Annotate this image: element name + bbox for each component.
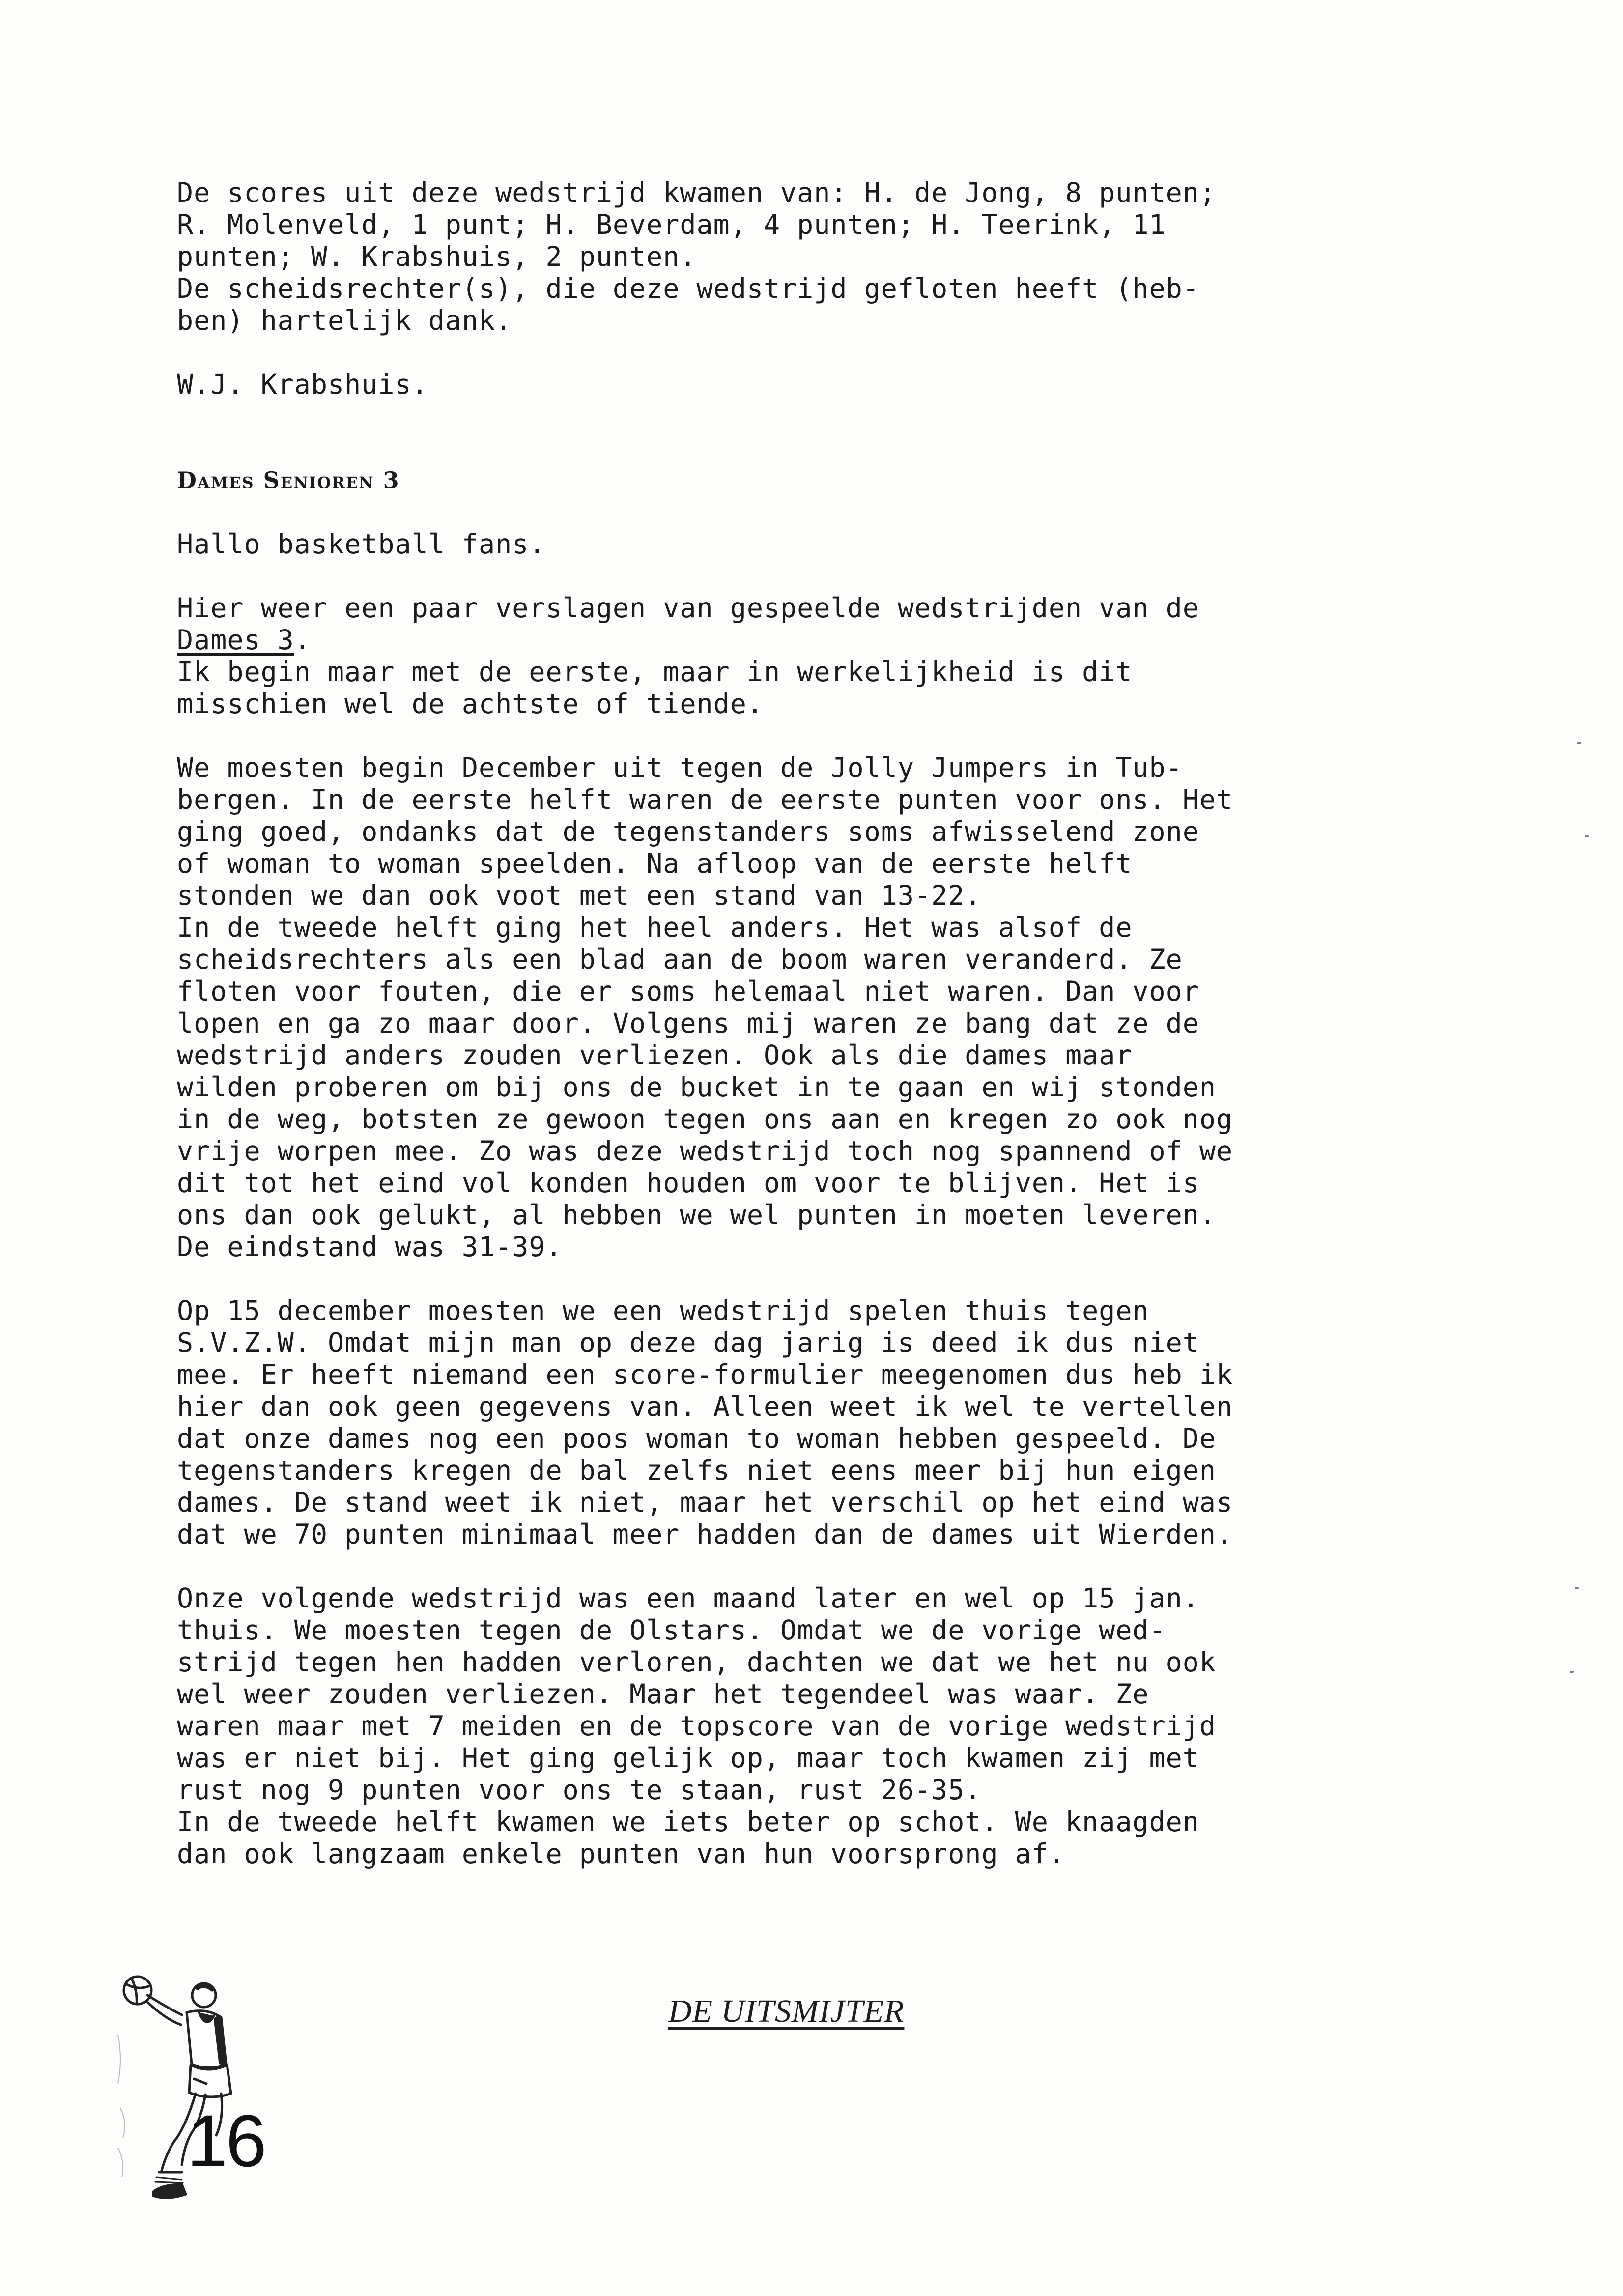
scan-speck bbox=[1585, 835, 1589, 837]
text-line: hier dan ook geen gegevens van. Alleen weet ik wel te vertellen bbox=[177, 1391, 1233, 1422]
text-line: De scheidsrechter(s), die deze wedstrijd gefloten heeft (heb- bbox=[177, 273, 1199, 304]
text-line: tegenstanders kregen de bal zelfs niet eens meer bij hun eigen bbox=[177, 1455, 1216, 1486]
text-line: was er niet bij. Het ging gelijk op, maar toch kwamen zij met bbox=[177, 1742, 1199, 1774]
scan-speck bbox=[1575, 1587, 1579, 1589]
text-line: bergen. In de eerste helft waren de eerste punten voor ons. Het bbox=[177, 784, 1233, 815]
text-line: dat onze dames nog een poos woman to woman hebben gespeeld. De bbox=[177, 1423, 1216, 1454]
greeting: Hallo basketball fans. bbox=[177, 528, 546, 560]
text-line: misschien wel de achtste of tiende. bbox=[177, 688, 764, 719]
text-line: scheidsrechters als een blad aan de boom waren veranderd. Ze bbox=[177, 944, 1183, 975]
text-line: Hier weer een paar verslagen van gespeelde wedstrijden van de bbox=[177, 592, 1199, 624]
scan-speck bbox=[1577, 742, 1581, 744]
text-line: Op 15 december moesten we een wedstrijd spelen thuis tegen bbox=[177, 1295, 1149, 1326]
text-line: waren maar met 7 meiden en de topscore van de vorige wedstrijd bbox=[177, 1710, 1216, 1742]
text-line: Onze volgende wedstrijd was een maand later en wel op 15 jan. bbox=[177, 1582, 1199, 1614]
match-report-jolly-jumpers bbox=[177, 752, 1435, 1263]
footer-title: DE UITSMIJTER bbox=[668, 1993, 905, 2029]
text-line: dames. De stand weet ik niet, maar het verschil op het eind was bbox=[177, 1487, 1233, 1518]
text-line: wel weer zouden verliezen. Maar het tegendeel was waar. Ze bbox=[177, 1678, 1149, 1710]
intro-paragraph bbox=[177, 592, 1435, 720]
text-fragment: . bbox=[294, 624, 311, 656]
match-report-olstars bbox=[177, 1582, 1435, 1870]
text-line: in de weg, botsten ze gewoon tegen ons aan en kregen zo ook nog bbox=[177, 1103, 1233, 1135]
text-line: ben) hartelijk dank. bbox=[177, 305, 513, 336]
text-line: vrije worpen mee. Zo was deze wedstrijd toch nog spannend of we bbox=[177, 1135, 1233, 1167]
text-line: Ik begin maar met de eerste, maar in werkelijkheid is dit bbox=[177, 656, 1133, 688]
text-line: We moesten begin December uit tegen de Jolly Jumpers in Tub- bbox=[177, 752, 1183, 783]
text-line: dit tot het eind vol konden houden om voor te blijven. Het is bbox=[177, 1167, 1199, 1199]
text-line: lopen en ga zo maar door. Volgens mij waren ze bang dat ze de bbox=[177, 1007, 1199, 1039]
text-line: ons dan ook gelukt, al hebben we wel punten in moeten leveren. bbox=[177, 1199, 1216, 1231]
team-name-underlined: Dames 3 bbox=[177, 624, 294, 656]
text-line: strijd tegen hen hadden verloren, dachten we dat we het nu ook bbox=[177, 1646, 1216, 1678]
text-line: In de tweede helft kwamen we iets beter op schot. We knaagden bbox=[177, 1806, 1199, 1837]
text-line: De eindstand was 31-39. bbox=[177, 1231, 563, 1263]
section-heading: Dames Senioren 3 bbox=[177, 467, 400, 493]
text-line: floten voor fouten, die er soms helemaal niet waren. Dan voor bbox=[177, 976, 1199, 1007]
scan-speck bbox=[1570, 1671, 1574, 1673]
page-number: 16 bbox=[187, 2099, 265, 2182]
match-report-svzw bbox=[177, 1295, 1435, 1550]
text-line: mee. Er heeft niemand een score-formulier meegenomen dus heb ik bbox=[177, 1359, 1233, 1390]
text-line: De scores uit deze wedstrijd kwamen van: H. de Jong, 8 punten; bbox=[177, 177, 1216, 208]
text-line: of woman to woman speelden. Na afloop van de eerste helft bbox=[177, 848, 1133, 879]
report-signature: W.J. Krabshuis. bbox=[177, 369, 428, 400]
text-line: stonden we dan ook voot met een stand van 13-22. bbox=[177, 880, 982, 911]
text-line: wilden proberen om bij ons de bucket in te gaan en wij stonden bbox=[177, 1071, 1216, 1103]
report-scores-paragraph bbox=[177, 177, 1435, 337]
text-line: punten; W. Krabshuis, 2 punten. bbox=[177, 241, 697, 272]
text-line: S.V.Z.W. Omdat mijn man op deze dag jarig is deed ik dus niet bbox=[177, 1327, 1199, 1358]
text-line: ging goed, ondanks dat de tegenstanders soms afwisselend zone bbox=[177, 816, 1199, 847]
article-body bbox=[177, 177, 1435, 1902]
text-line: thuis. We moesten tegen de Olstars. Omdat we de vorige wed- bbox=[177, 1614, 1166, 1646]
text-line: wedstrijd anders zouden verliezen. Ook als die dames maar bbox=[177, 1039, 1133, 1071]
text-line bbox=[177, 624, 1435, 656]
text-line: rust nog 9 punten voor ons te staan, rust 26-35. bbox=[177, 1774, 982, 1806]
text-line: In de tweede helft ging het heel anders. Het was alsof de bbox=[177, 912, 1133, 943]
text-line: R. Molenveld, 1 punt; H. Beverdam, 4 punten; H. Teerink, 11 bbox=[177, 209, 1166, 240]
text-line: dan ook langzaam enkele punten van hun voorsprong af. bbox=[177, 1838, 1065, 1869]
text-line: dat we 70 punten minimaal meer hadden dan de dames uit Wierden. bbox=[177, 1519, 1233, 1550]
